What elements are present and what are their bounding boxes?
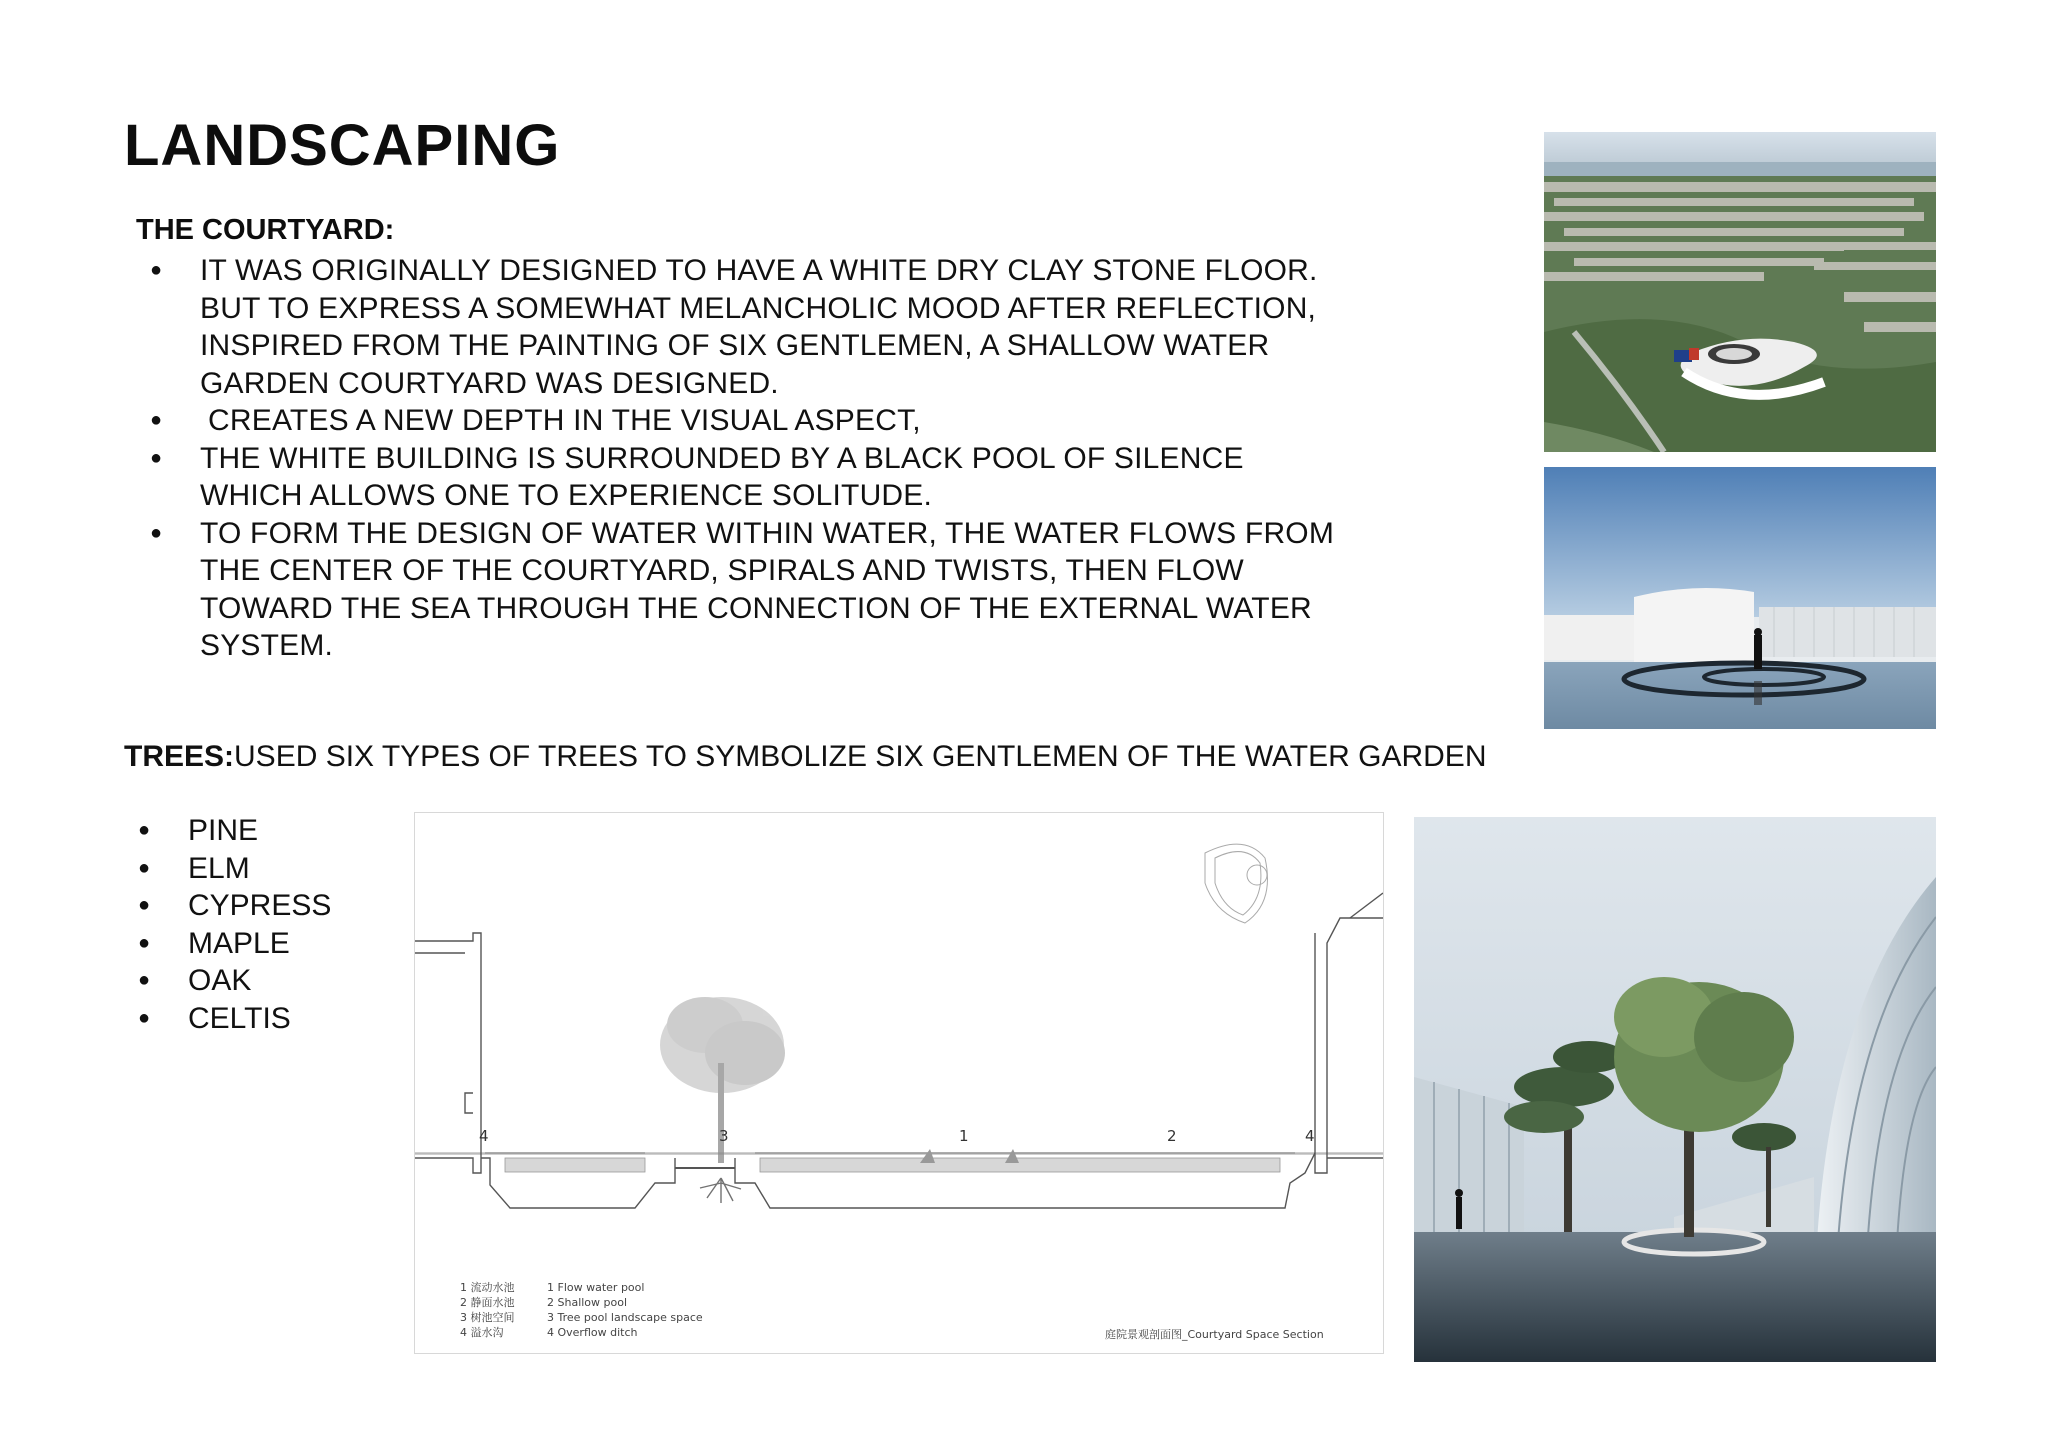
zone-number: 2 [1167, 1127, 1177, 1145]
trees-description: USED SIX TYPES OF TREES TO SYMBOLIZE SIX GENTLEMEN OF THE WATER GARDEN [234, 740, 1487, 773]
legend-en: 2 Shallow pool [547, 1296, 628, 1309]
legend-cn: 4 溢水沟 [460, 1326, 504, 1339]
courtyard-heading: THE COURTYARD: [136, 214, 395, 246]
courtyard-bullet: ● IT WAS ORIGINALLY DESIGNED TO HAVE A WHITE DRY CLAY STONE FLOOR. BUT TO EXPRESS A SOMEWHAT MELANCHOLIC MOOD AFTER REFLECTION, INSPIRED FROM THE PAINTING OF SIX GENTLEMEN, A SHALLOW WATER GARDEN COURTYARD WAS DESIGNED. [150, 252, 1350, 402]
legend-cn: 3 树池空间 [460, 1311, 515, 1324]
courtyard-bullet-list [150, 252, 1450, 665]
tree-item: ● ELM [138, 850, 331, 888]
aerial-view-photo [1544, 132, 1936, 452]
courtyard-bullet: ● TO FORM THE DESIGN OF WATER WITHIN WATER, THE WATER FLOWS FROM THE CENTER OF THE COURTYARD, SPIRALS AND TWISTS, THEN FLOW TOWARD THE SEA THROUGH THE CONNECTION OF THE EXTERNAL WATER SYSTEM. [150, 515, 1350, 665]
page-title: LANDSCAPING [124, 113, 561, 178]
tree-list [138, 812, 331, 1037]
tree-item: ● CELTIS [138, 1000, 331, 1038]
tree-item: ● PINE [138, 812, 331, 850]
legend-cn: 2 静面水池 [460, 1296, 515, 1309]
courtyard-bullet: ● THE WHITE BUILDING IS SURROUNDED BY A BLACK POOL OF SILENCE WHICH ALLOWS ONE TO EXPERIENCE SOLITUDE. [150, 440, 1350, 515]
legend-en: 4 Overflow ditch [547, 1326, 638, 1339]
legend-cn: 1 流动水池 [460, 1281, 515, 1294]
tree-item: ● CYPRESS [138, 887, 331, 925]
legend-en: 1 Flow water pool [547, 1281, 645, 1294]
legend-en: 3 Tree pool landscape space [547, 1311, 703, 1324]
zone-number: 4 [479, 1127, 489, 1145]
courtyard-person-photo [1544, 467, 1936, 729]
courtyard-section-drawing [414, 812, 1384, 1354]
tree-item: ● OAK [138, 962, 331, 1000]
zone-number: 4 [1305, 1127, 1315, 1145]
tree-item: ● MAPLE [138, 925, 331, 963]
zone-number: 3 [719, 1127, 729, 1145]
zone-number: 1 [959, 1127, 969, 1145]
trees-label: TREES: [124, 740, 235, 773]
courtyard-bullet: ● CREATES A NEW DEPTH IN THE VISUAL ASPECT, [150, 402, 1450, 440]
courtyard-trees-photo [1414, 817, 1936, 1362]
trees-line [124, 740, 1487, 774]
section-caption: 庭院景观剖面图_Courtyard Space Section [1105, 1328, 1324, 1341]
